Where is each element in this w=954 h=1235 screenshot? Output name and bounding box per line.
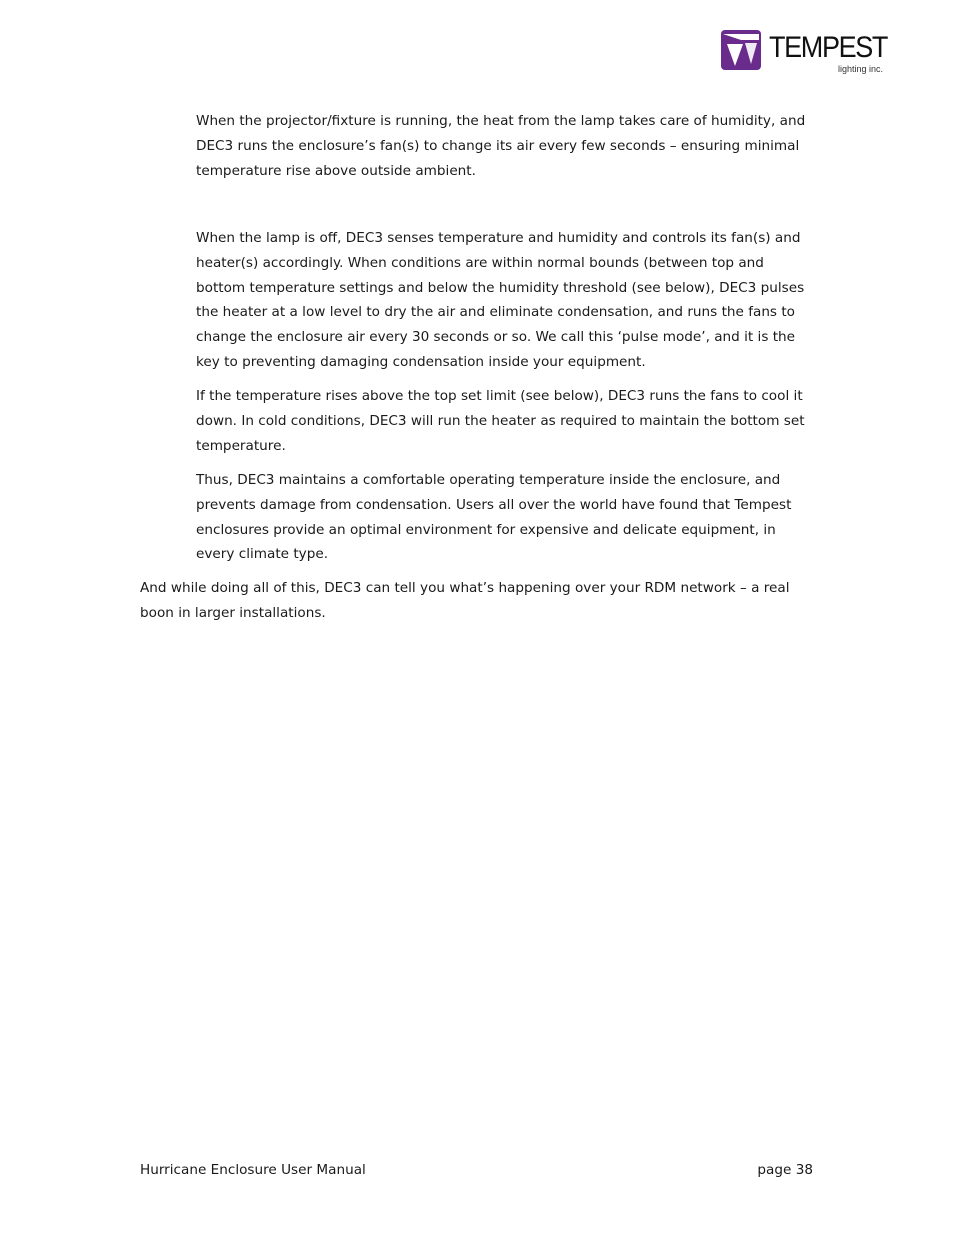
paragraph-lamp-off: When the lamp is off, DEC3 senses temperature and humidity and controls its fan(s) and heater(s) accordingly. When conditions are within normal bounds (between top and bottom temperature settings and below the humidity threshold (see below), DEC3 pulses the heater at a low level to dry the air and eliminate condensation, and runs the fans to change the enclosure air every 30 seconds or so. We call this ‘pulse mode’, and it is the key to preventing damaging condensation inside your equipment. xyxy=(196,230,805,370)
footer-manual-title: Hurricane Enclosure User Manual xyxy=(140,1162,366,1178)
tempest-logo-mark-icon xyxy=(721,30,763,72)
paragraph-rdm-network: And while doing all of this, DEC3 can tell you what’s happening over your RDM network – a real boon in larger installations. xyxy=(140,580,790,621)
paragraph-comfortable-temperature: Thus, DEC3 maintains a comfortable operating temperature inside the enclosure, and prevents damage from condensation. Users all over the world have found that Tempest enclosures provide an optimal environment for expensive and delicate equipment, in every climate type. xyxy=(196,472,792,563)
paragraph-temperature-rise: If the temperature rises above the top set limit (see below), DEC3 runs the fans to cool it down. In cold conditions, DEC3 will run the heater as required to maintain the bottom set temperature. xyxy=(196,388,805,454)
tempest-logo xyxy=(721,30,896,76)
footer-page-number: page 38 xyxy=(757,1162,813,1178)
logo-wordmark: TEMPEST xyxy=(769,31,888,64)
paragraph-lamp-running: When the projector/fixture is running, the heat from the lamp takes care of humidity, and DEC3 runs the enclosure’s fan(s) to change its air every few seconds – ensuring minimal temperature rise above outside ambient. xyxy=(196,113,806,179)
logo-subtitle: lighting inc. xyxy=(838,64,884,74)
